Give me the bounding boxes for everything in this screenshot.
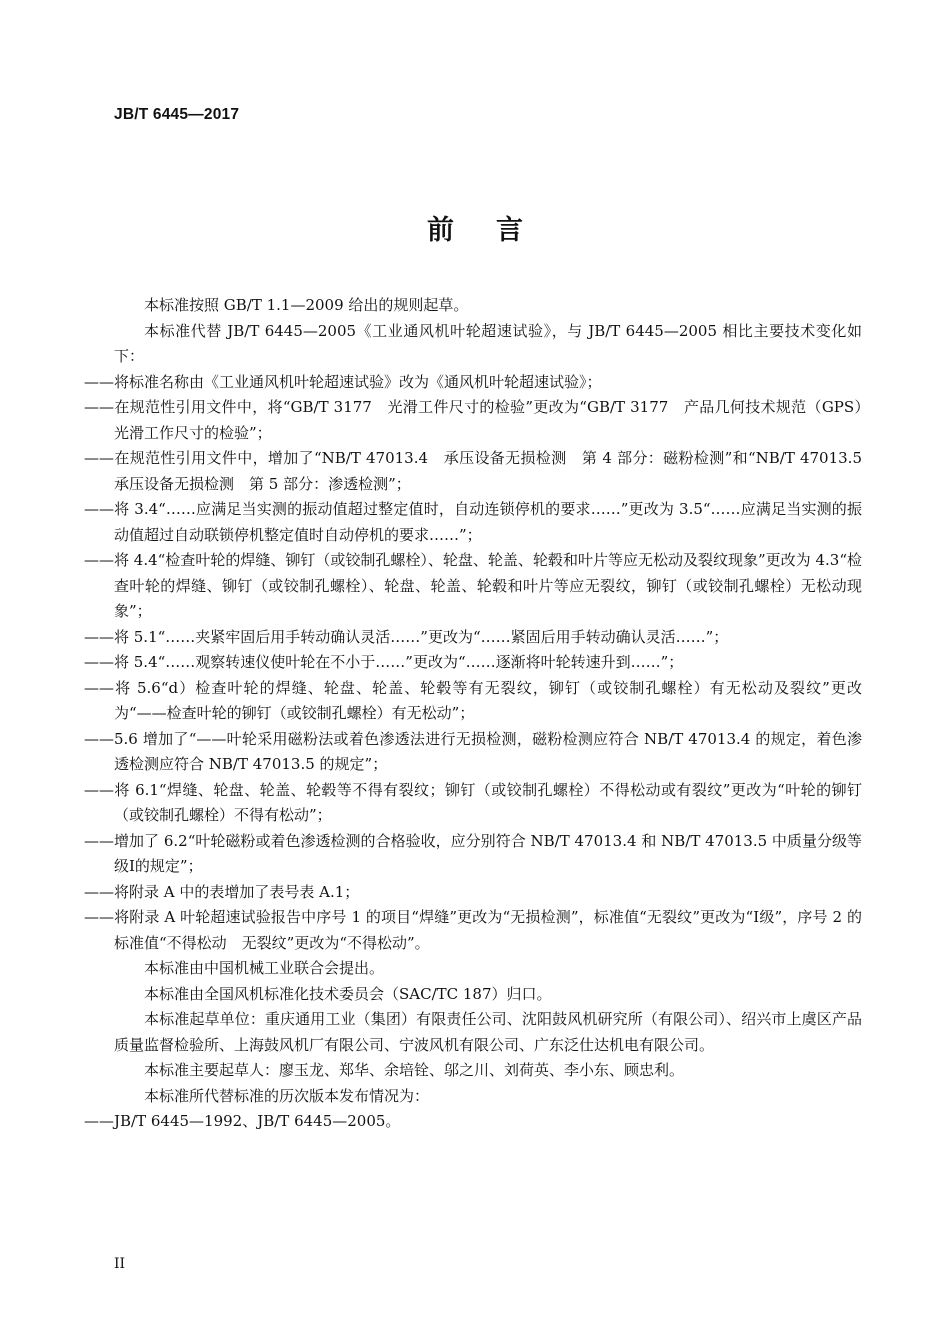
- list-item: ——5.6 增加了“——叶轮采用磁粉法或着色渗透法进行无损检测，磁粉检测应符合 NB/T 47013.4 的规定，着色渗透检测应符合 NB/T 47013.5 的规定”；: [84, 729, 862, 773]
- list-item: ——JB/T 6445—1992、JB/T 6445—2005。: [84, 1112, 401, 1130]
- document-body: [84, 293, 878, 1135]
- paragraph: 本标准由中国机械工业联合会提出。: [144, 959, 385, 977]
- list-item: ——将附录 A 中的表增加了表号表 A.1；: [84, 882, 360, 901]
- title-char-1: 前: [427, 215, 454, 246]
- paragraph: 本标准主要起草人：廖玉龙、郑华、余培铨、邬之川、刘荷英、李小东、顾忠利。: [144, 1061, 685, 1079]
- list-item: ——将 4.4“检查叶轮的焊缝、铆钉（或铰制孔螺栓）、轮盘、轮盖、轮毂和叶片等应无松动及裂纹现象”更改为 4.3“检查叶轮的焊缝、铆钉（或铰制孔螺栓）、轮盘、轮盖、轮毂和叶片等应无裂纹，铆钉（或铰制孔螺栓）无松动现象”；: [84, 551, 862, 620]
- paragraph: 本标准所代替标准的历次版本发布情况为：: [144, 1086, 430, 1105]
- list-item: ——将 5.4“……观察转速仪使叶轮在不小于……”更改为“……逐渐将叶轮转速升到……”；: [84, 653, 684, 671]
- paragraph: 本标准代替 JB/T 6445—2005《工业通风机叶轮超速试验》，与 JB/T 6445—2005 相比主要技术变化如下：: [114, 321, 862, 365]
- list-item: ——将 5.6“d）检查叶轮的焊缝、轮盘、轮盖、轮毂等有无裂纹，铆钉（或铰制孔螺栓）有无松动及裂纹”更改为“——检查叶轮的铆钉（或铰制孔螺栓）有无松动”；: [84, 678, 862, 722]
- document-id: JB/T 6445—2017: [114, 106, 240, 123]
- list-item: ——将 3.4“……应满足当实测的振动值超过整定值时，自动连锁停机的要求……”更改为 3.5“……应满足当实测的振动值超过自动联锁停机整定值时自动停机的要求……”；: [84, 500, 862, 544]
- page-number: II: [114, 1256, 126, 1272]
- title-char-2: 言: [496, 215, 523, 246]
- list-item: ——增加了 6.2“叶轮磁粉或着色渗透检测的合格验收，应分别符合 NB/T 47013.4 和 NB/T 47013.5 中质量分级等级Ⅰ的规定”；: [84, 831, 862, 875]
- list-item: ——将附录 A 叶轮超速试验报告中序号 1 的项目“焊缝”更改为“无损检测”，标准值“无裂纹”更改为“Ⅰ级”，序号 2 的标准值“不得松动 无裂纹”更改为“不得松动”。: [84, 908, 862, 952]
- list-item: ——将标准名称由《工业通风机叶轮超速试验》改为《通风机叶轮超速试验》；: [84, 372, 602, 391]
- paragraph: 本标准起草单位：重庆通用工业（集团）有限责任公司、沈阳鼓风机研究所（有限公司）、绍兴市上虞区产品质量监督检验所、上海鼓风机厂有限公司、宁波风机有限公司、广东泛仕达机电有限公司。: [114, 1010, 862, 1054]
- paragraph: 本标准由全国风机标准化技术委员会（SAC/TC 187）归口。: [144, 984, 552, 1003]
- list-item: ——将 5.1“……夹紧牢固后用手转动确认灵活……”更改为“……紧固后用手转动确认灵活……”；: [84, 627, 729, 646]
- page-title: [0, 208, 950, 247]
- list-item: ——在规范性引用文件中，将“GB/T 3177 光滑工件尺寸的检验”更改为“GB/T 3177 产品几何技术规范（GPS） 光滑工作尺寸的检验”；: [84, 398, 878, 442]
- paragraph: 本标准按照 GB/T 1.1—2009 给出的规则起草。: [144, 296, 469, 314]
- list-item: ——在规范性引用文件中，增加了“NB/T 47013.4 承压设备无损检测 第 4 部分：磁粉检测”和“NB/T 47013.5 承压设备无损检测 第 5 部分：渗透检测”；: [84, 449, 878, 493]
- list-item: ——将 6.1“焊缝、轮盘、轮盖、轮毂等不得有裂纹；铆钉（或铰制孔螺栓）不得松动或有裂纹”更改为“叶轮的铆钉（或铰制孔螺栓）不得有松动”；: [84, 780, 862, 824]
